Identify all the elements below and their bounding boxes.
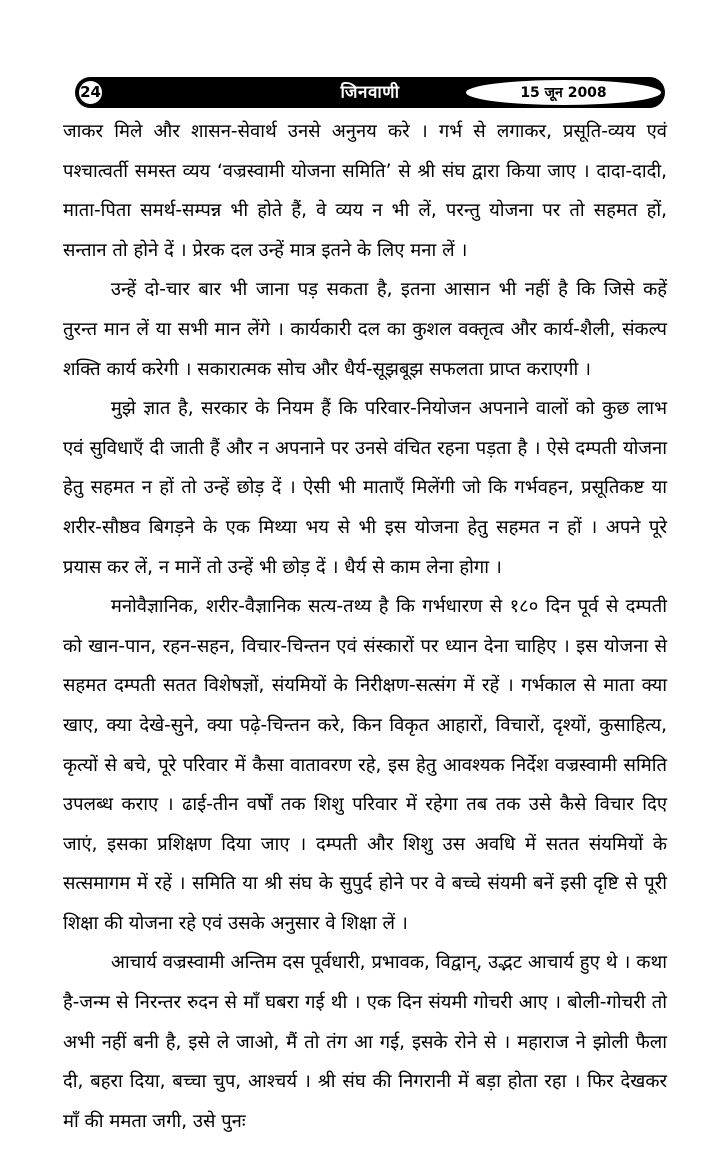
issue-date-pill [466, 80, 661, 105]
running-header-bar [75, 77, 665, 108]
issue-date-text: 15 जून 2008 [520, 84, 607, 101]
page-number-badge: 24 [77, 79, 104, 106]
paragraph: आचार्य वज्रस्वामी अन्तिम दस पूर्वधारी, प्रभावक, विद्वान्, उद्भट आचार्य हुए थे । कथा है-जन्म से निरन्तर रुदन से माँ घबरा गई थी । एक दिन संयमी गोचरी आए । बोली-गोचरी तो अभी नहीं बनी है, इसे ले जाओ, मैं तो तंग आ गई, इसके रोने से । महाराज ने झोली फैला दी, बहरा दिया, बच्चा चुप, आश्चर्य । श्री संघ की निगरानी में बड़ा होता रहा । फिर देखकर माँ की ममता जगी, उसे पुनः [63, 952, 667, 1132]
paragraph: मुझे ज्ञात है, सरकार के नियम हैं कि परिवार-नियोजन अपनाने वालों को कुछ लाभ एवं सुविधाएँ दी जाती हैं और न अपनाने पर उनसे वंचित रहना पड़ता है । ऐसे दम्पती योजना हेतु सहमत न हों तो उन्हें छोड़ दें । ऐसी भी माताएँ मिलेंगी जो कि गर्भवहन, प्रसूतिकष्ट या शरीर-सौष्ठव बिगड़ने के एक मिथ्या भय से भी इस योजना हेतु सहमत न हों । अपने पूरे प्रयास कर लें, न मानें तो उन्हें भी छोड़ दें । धैर्य से काम लेना होगा । [63, 398, 667, 578]
paragraph: उन्हें दो-चार बार भी जाना पड़ सकता है, इतना आसान भी नहीं है कि जिसे कहें तुरन्त मान लें या सभी मान लेंगे । कार्यकारी दल का कुशल वक्तृत्व और कार्य-शैली, संकल्प शक्ति कार्य करेगी । सकारात्मक सोच और धैर्य-सूझबूझ सफलता प्राप्त कराएगी । [63, 279, 667, 380]
body-text-column [63, 112, 667, 1141]
paragraph: जाकर मिले और शासन-सेवार्थ उनसे अनुनय करे । गर्भ से लगाकर, प्रसूति-व्यय एवं पश्चात्वर्ती समस्त व्यय ‘वज्रस्वामी योजना समिति’ से श्री संघ द्वारा किया जाए । दादा-दादी, माता-पिता समर्थ-सम्पन्न भी होते हैं, वे व्यय न भी लें, परन्तु योजना पर तो सहमत हों, सन्तान तो होने दें । प्रेरक दल उन्हें मात्र इतने के लिए मना लें । [63, 121, 667, 261]
masthead-title: जिनवाणी [340, 82, 400, 102]
paragraph: मनोवैज्ञानिक, शरीर-वैज्ञानिक सत्य-तथ्य है कि गर्भधारण से १८० दिन पूर्व से दम्पती को खान-पान, रहन-सहन, विचार-चिन्तन एवं संस्कारों पर ध्यान देना चाहिए । इस योजना से सहमत दम्पती सतत विशेषज्ञों, संयमियों के निरीक्षण-सत्संग में रहें । गर्भकाल से माता क्या खाए, क्या देखे-सुने, क्या पढ़े-चिन्तन करे, किन विकृत आहारों, विचारों, दृश्यों, कुसाहित्य, कृत्यों से बचे, पूरे परिवार में कैसा वातावरण रहे, इस हेतु आवश्यक निर्देश वज्रस्वामी समिति उपलब्ध कराए । ढाई-तीन वर्षों तक शिशु परिवार में रहेगा तब तक उसे कैसे विचार दिए जाएं, इसका प्रशिक्षण दिया जाए । दम्पती और शिशु उस अवधि में सतत संयमियों के सत्समागम में रहें । समिति या श्री संघ के सुपुर्द होने पर वे बच्चे संयमी बनें इसी दृष्टि से पूरी शिक्षा की योजना रहे एवं उसके अनुसार वे शिक्षा लें । [63, 596, 667, 934]
